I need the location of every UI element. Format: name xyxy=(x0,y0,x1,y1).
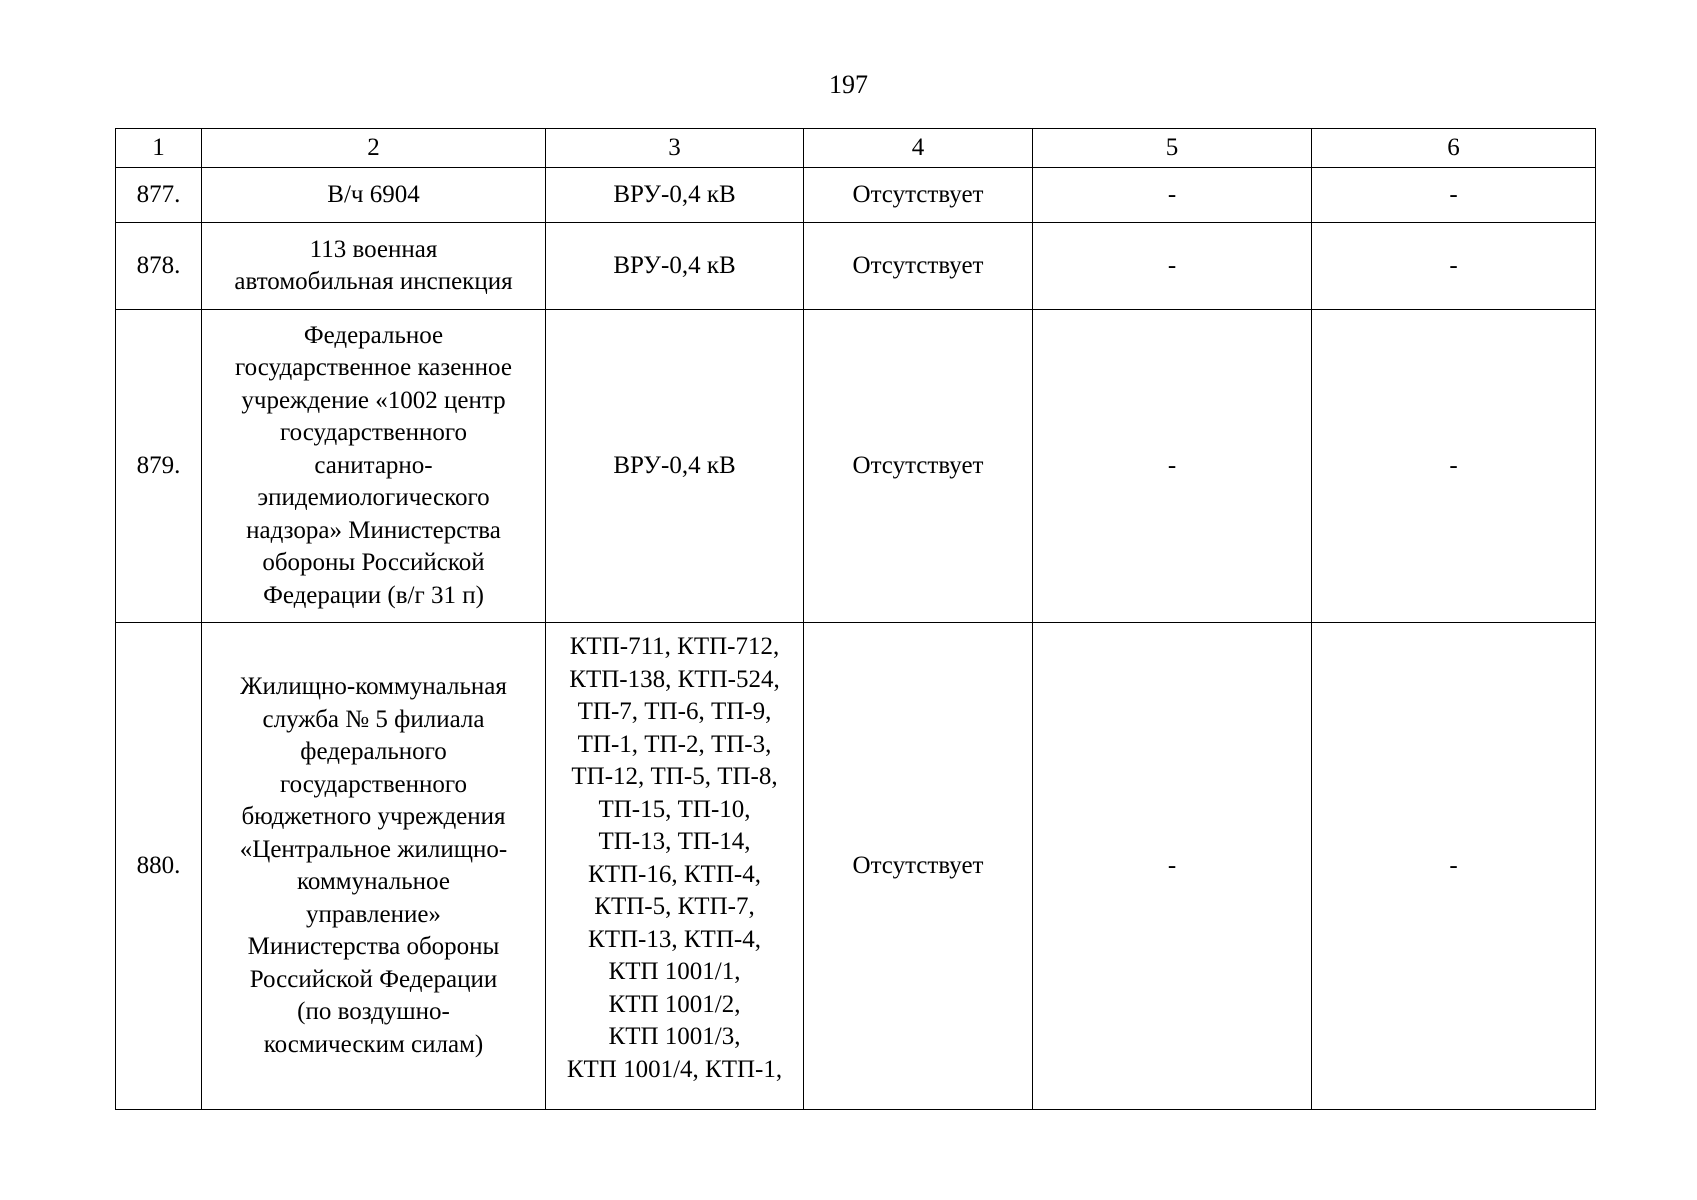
column-header: 4 xyxy=(804,129,1033,168)
column-5-value: - xyxy=(1033,168,1312,223)
column-6-value: - xyxy=(1312,223,1596,310)
object-name: Федеральное государственное казенное учреждение «1002 центр государственного санитарно- эпидемиологического надзора» Министерства обороны Российской Федерации (в/г 31 п) xyxy=(202,310,546,623)
column-5-value: - xyxy=(1033,223,1312,310)
status: Отсутствует xyxy=(804,168,1033,223)
object-name: 113 военная автомобильная инспекция xyxy=(202,223,546,310)
data-table xyxy=(115,128,1596,1110)
column-header: 5 xyxy=(1033,129,1312,168)
table-row xyxy=(116,310,1596,623)
column-5-value: - xyxy=(1033,623,1312,1110)
column-header: 6 xyxy=(1312,129,1596,168)
row-number: 879. xyxy=(116,310,202,623)
status: Отсутствует xyxy=(804,310,1033,623)
table-row xyxy=(116,168,1596,223)
page-number: 197 xyxy=(829,70,868,99)
row-number: 878. xyxy=(116,223,202,310)
object-name: В/ч 6904 xyxy=(202,168,546,223)
row-number: 877. xyxy=(116,168,202,223)
table-row xyxy=(116,223,1596,310)
status: Отсутствует xyxy=(804,623,1033,1110)
column-6-value: - xyxy=(1312,623,1596,1110)
column-6-value: - xyxy=(1312,310,1596,623)
status: Отсутствует xyxy=(804,223,1033,310)
equipment: ВРУ-0,4 кВ xyxy=(546,223,804,310)
column-header: 3 xyxy=(546,129,804,168)
equipment: ВРУ-0,4 кВ xyxy=(546,310,804,623)
table-header-row xyxy=(116,129,1596,168)
column-header: 1 xyxy=(116,129,202,168)
equipment: КТП-711, КТП-712, КТП-138, КТП-524, ТП-7, ТП-6, ТП-9, ТП-1, ТП-2, ТП-3, ТП-12, ТП-5, ТП-8, ТП-15, ТП-10, ТП-13, ТП-14, КТП-16, КТП-4, КТП-5, КТП-7, КТП-13, КТП-4, КТП 1001/1, КТП 1001/2, КТП 1001/3, КТП 1001/4, КТП-1, xyxy=(546,623,804,1110)
column-5-value: - xyxy=(1033,310,1312,623)
column-6-value: - xyxy=(1312,168,1596,223)
object-name: Жилищно-коммунальная служба № 5 филиала федерального государственного бюджетного учреждения «Центральное жилищно- коммунальное управление» Министерства обороны Российской Федерации (по воздушно- космическим силам) xyxy=(202,623,546,1110)
row-number: 880. xyxy=(116,623,202,1110)
table-row xyxy=(116,623,1596,1110)
equipment: ВРУ-0,4 кВ xyxy=(546,168,804,223)
column-header: 2 xyxy=(202,129,546,168)
